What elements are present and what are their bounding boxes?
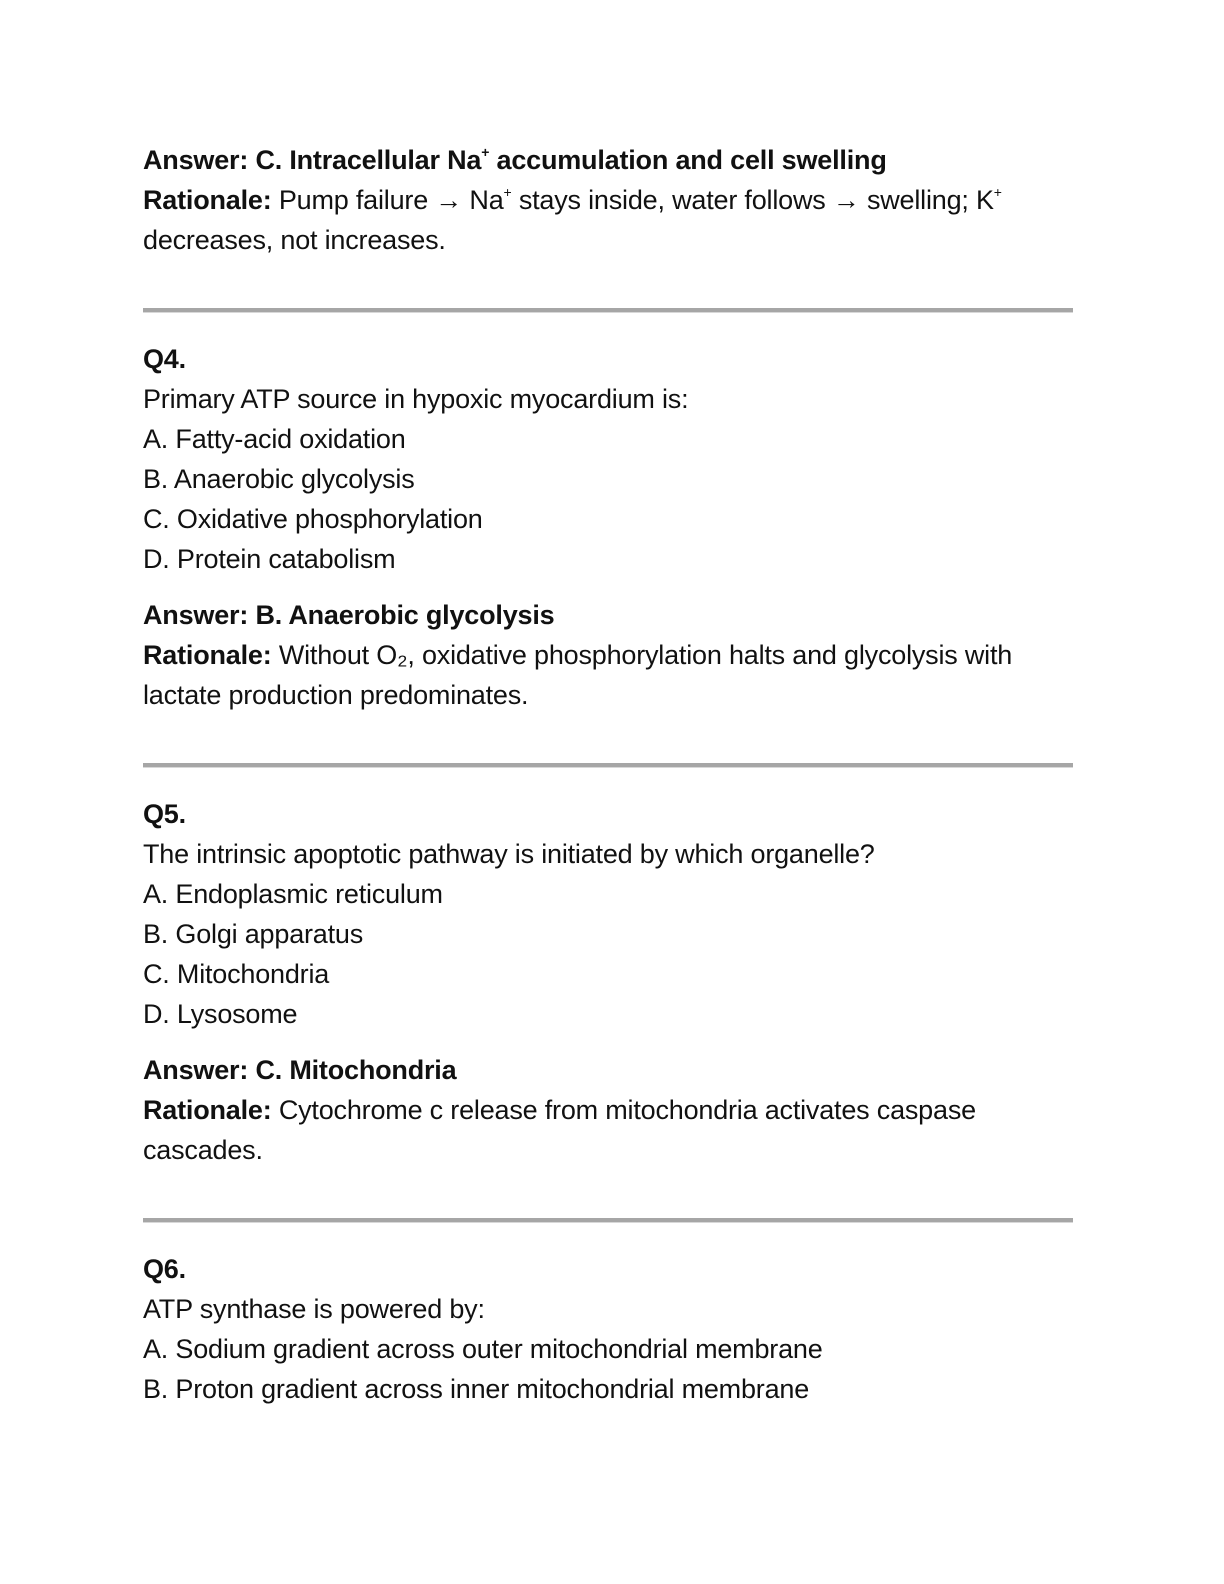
rationale-text-mid: stays inside, water follows → swelling; K [511,185,994,215]
q5-answer [143,1050,1073,1090]
answer-text: B. Anaerobic glycolysis [255,600,555,630]
question-title: Q5. [143,799,186,829]
q3-answer [143,140,1073,180]
option-a: A. Sodium gradient across outer mitochondrial membrane [143,1334,823,1364]
superscript: + [993,184,1002,200]
option-b: B. Golgi apparatus [143,919,364,949]
section-divider [143,763,1073,768]
option-b: B. Proton gradient across inner mitochondrial membrane [143,1374,810,1404]
question-title: Q4. [143,344,186,374]
question-title: Q6. [143,1254,186,1284]
section-divider [143,1218,1073,1223]
rationale-label: Rationale: [143,640,272,670]
question-stem: Primary ATP source in hypoxic myocardium is: [143,384,689,414]
q3-rationale [143,180,1043,260]
answer-text-continued: accumulation and cell swelling [489,145,887,175]
answer-label: Answer: [143,145,249,175]
q4-rationale [143,635,1068,715]
rationale-text-end: decreases, not increases. [143,225,446,255]
answer-text: C. Mitochondria [255,1055,457,1085]
option-d: D. Protein catabolism [143,544,396,574]
rationale-text: Cytochrome c release from mitochondria activates caspase cascades. [143,1095,976,1165]
rationale-text: Pump failure → Na [271,185,504,215]
option-a: A. Endoplasmic reticulum [143,879,443,909]
question-stem: The intrinsic apoptotic pathway is initiated by which organelle? [143,839,875,869]
section-divider [143,308,1073,313]
superscript: + [481,144,490,160]
option-b: B. Anaerobic glycolysis [143,464,415,494]
option-a: A. Fatty-acid oxidation [143,424,406,454]
q5-rationale [143,1090,1023,1170]
rationale-label: Rationale: [143,185,272,215]
q4-answer [143,595,1073,635]
option-c: C. Oxidative phosphorylation [143,504,483,534]
option-d: D. Lysosome [143,999,298,1029]
answer-label: Answer: [143,1055,249,1085]
document-page [143,140,1073,1409]
rationale-label: Rationale: [143,1095,272,1125]
option-c: C. Mitochondria [143,959,330,989]
rationale-text: Without O₂, oxidative phosphorylation halts and glycolysis with lactate production predominates. [143,640,1013,710]
answer-label: Answer: [143,600,249,630]
answer-text: C. Intracellular Na [255,145,482,175]
superscript: + [503,184,512,200]
question-stem: ATP synthase is powered by: [143,1294,485,1324]
